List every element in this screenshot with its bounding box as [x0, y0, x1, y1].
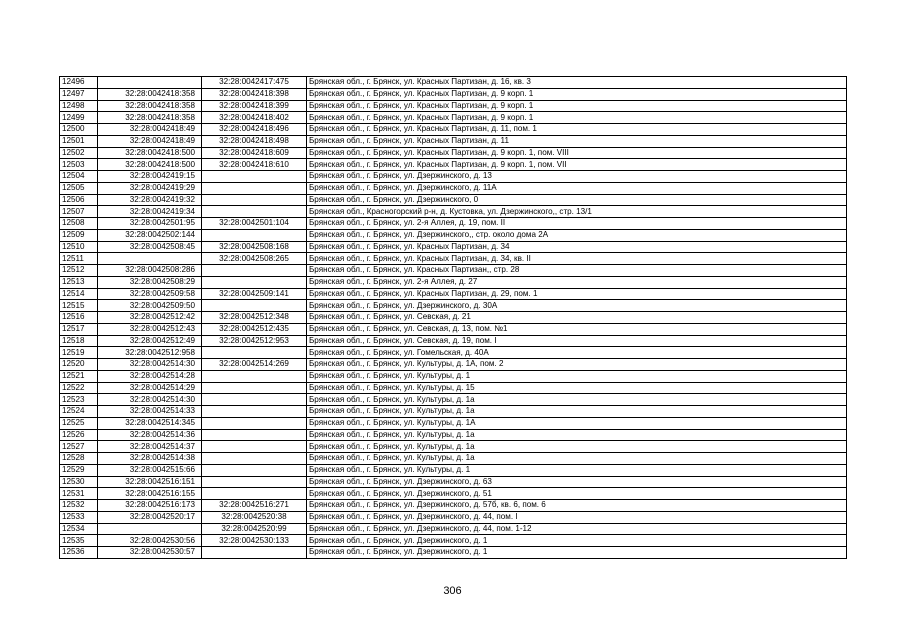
row-number-cell: 12501 — [60, 135, 98, 147]
address-cell: Брянская обл., г. Брянск, ул. Культуры, д. 1а — [307, 429, 847, 441]
row-number-cell: 12508 — [60, 218, 98, 230]
row-number-cell: 12517 — [60, 323, 98, 335]
row-number-cell: 12498 — [60, 100, 98, 112]
table-row — [60, 182, 847, 194]
land-cadastral-number-cell: 32:28:0042520:17 — [98, 511, 202, 523]
building-cadastral-number-cell — [202, 182, 307, 194]
table-row — [60, 441, 847, 453]
row-number-cell: 12510 — [60, 241, 98, 253]
land-cadastral-number-cell: 32:28:0042516:151 — [98, 476, 202, 488]
address-cell: Брянская обл., г. Брянск, ул. Красных Партизан, д. 29, пом. 1 — [307, 288, 847, 300]
building-cadastral-number-cell: 32:28:0042418:498 — [202, 135, 307, 147]
address-cell: Брянская обл., г. Брянск, ул. Красных Партизан, д. 16, кв. 3 — [307, 77, 847, 89]
land-cadastral-number-cell: 32:28:0042501:95 — [98, 218, 202, 230]
building-cadastral-number-cell — [202, 476, 307, 488]
land-cadastral-number-cell: 32:28:0042512:42 — [98, 312, 202, 324]
building-cadastral-number-cell — [202, 206, 307, 218]
address-cell: Брянская обл., г. Брянск, ул. Культуры, д. 1 — [307, 464, 847, 476]
land-cadastral-number-cell: 32:28:0042419:34 — [98, 206, 202, 218]
table-row — [60, 406, 847, 418]
land-cadastral-number-cell: 32:28:0042508:29 — [98, 276, 202, 288]
land-cadastral-number-cell: 32:28:0042514:37 — [98, 441, 202, 453]
land-cadastral-number-cell: 32:28:0042419:29 — [98, 182, 202, 194]
land-cadastral-number-cell: 32:28:0042418:49 — [98, 135, 202, 147]
address-cell: Брянская обл., г. Брянск, ул. Красных Партизан, д. 11 — [307, 135, 847, 147]
table-row — [60, 382, 847, 394]
land-cadastral-number-cell: 32:28:0042418:358 — [98, 88, 202, 100]
row-number-cell: 12509 — [60, 229, 98, 241]
address-cell: Брянская обл., г. Брянск, ул. Севская, д. 21 — [307, 312, 847, 324]
address-cell: Брянская обл., г. Брянск, ул. Дзержинского, 0 — [307, 194, 847, 206]
building-cadastral-number-cell: 32:28:0042418:610 — [202, 159, 307, 171]
table-row — [60, 218, 847, 230]
address-cell: Брянская обл., г. Брянск, ул. Красных Партизан, д. 9 корп. 1, пом. VII — [307, 159, 847, 171]
row-number-cell: 12535 — [60, 535, 98, 547]
address-cell: Брянская обл., г. Брянск, ул. Дзержинского, д. 51 — [307, 488, 847, 500]
row-number-cell: 12500 — [60, 124, 98, 136]
building-cadastral-number-cell: 32:28:0042508:265 — [202, 253, 307, 265]
address-cell: Брянская обл., г. Брянск, ул. Культуры, д. 15 — [307, 382, 847, 394]
row-number-cell: 12531 — [60, 488, 98, 500]
row-number-cell: 12525 — [60, 417, 98, 429]
table-row — [60, 312, 847, 324]
table-row — [60, 464, 847, 476]
table-row — [60, 476, 847, 488]
address-cell: Брянская обл., г. Брянск, ул. Дзержинского, д. 44, пом. 1-12 — [307, 523, 847, 535]
land-cadastral-number-cell: 32:28:0042512:49 — [98, 335, 202, 347]
building-cadastral-number-cell: 32:28:0042418:609 — [202, 147, 307, 159]
row-number-cell: 12497 — [60, 88, 98, 100]
building-cadastral-number-cell: 32:28:0042418:399 — [202, 100, 307, 112]
row-number-cell: 12524 — [60, 406, 98, 418]
address-cell: Брянская обл., г. Брянск, ул. Культуры, д. 1а — [307, 441, 847, 453]
land-cadastral-number-cell — [98, 77, 202, 89]
table-row — [60, 511, 847, 523]
row-number-cell: 12521 — [60, 370, 98, 382]
address-cell: Брянская обл., г. Брянск, ул. Дзержинского, д. 57б, кв. 6, пом. 6 — [307, 500, 847, 512]
table-row — [60, 147, 847, 159]
row-number-cell: 12506 — [60, 194, 98, 206]
land-cadastral-number-cell: 32:28:0042530:56 — [98, 535, 202, 547]
address-cell: Брянская обл., г. Брянск, ул. Дзержинского,, стр. около дома 2А — [307, 229, 847, 241]
address-cell: Брянская обл., г. Брянск, ул. Дзержинского, д. 1 — [307, 547, 847, 559]
land-cadastral-number-cell — [98, 523, 202, 535]
row-number-cell: 12499 — [60, 112, 98, 124]
address-cell: Брянская обл., г. Брянск, ул. Культуры, д. 1а — [307, 406, 847, 418]
land-cadastral-number-cell: 32:28:0042508:45 — [98, 241, 202, 253]
row-number-cell: 12514 — [60, 288, 98, 300]
land-cadastral-number-cell: 32:28:0042419:32 — [98, 194, 202, 206]
address-cell: Брянская обл., Красногорский р-н, д. Кустовка, ул. Дзержинского,, стр. 13/1 — [307, 206, 847, 218]
address-cell: Брянская обл., г. Брянск, ул. Дзержинского, д. 11А — [307, 182, 847, 194]
table-row — [60, 112, 847, 124]
address-cell: Брянская обл., г. Брянск, ул. Дзержинского, д. 63 — [307, 476, 847, 488]
address-cell: Брянская обл., г. Брянск, ул. Севская, д. 13, пом. №1 — [307, 323, 847, 335]
row-number-cell: 12530 — [60, 476, 98, 488]
row-number-cell: 12516 — [60, 312, 98, 324]
table-row — [60, 100, 847, 112]
land-cadastral-number-cell: 32:28:0042509:58 — [98, 288, 202, 300]
land-cadastral-number-cell: 32:28:0042516:173 — [98, 500, 202, 512]
land-cadastral-number-cell: 32:28:0042418:358 — [98, 112, 202, 124]
building-cadastral-number-cell: 32:28:0042512:348 — [202, 312, 307, 324]
address-cell: Брянская обл., г. Брянск, ул. Гомельская, д. 40А — [307, 347, 847, 359]
land-cadastral-number-cell: 32:28:0042418:358 — [98, 100, 202, 112]
address-cell: Брянская обл., г. Брянск, ул. Красных Партизан, д. 9 корп. 1 — [307, 112, 847, 124]
table-row — [60, 500, 847, 512]
table-row — [60, 288, 847, 300]
building-cadastral-number-cell: 32:28:0042512:435 — [202, 323, 307, 335]
table-row — [60, 359, 847, 371]
row-number-cell: 12515 — [60, 300, 98, 312]
land-cadastral-number-cell: 32:28:0042418:500 — [98, 147, 202, 159]
building-cadastral-number-cell: 32:28:0042530:133 — [202, 535, 307, 547]
land-cadastral-number-cell: 32:28:0042514:30 — [98, 394, 202, 406]
address-cell: Брянская обл., г. Брянск, ул. Красных Партизан, д. 11, пом. 1 — [307, 124, 847, 136]
row-number-cell: 12522 — [60, 382, 98, 394]
table-row — [60, 523, 847, 535]
building-cadastral-number-cell — [202, 547, 307, 559]
table-row — [60, 429, 847, 441]
building-cadastral-number-cell — [202, 406, 307, 418]
row-number-cell: 12527 — [60, 441, 98, 453]
address-cell: Брянская обл., г. Брянск, ул. Красных Партизан, д. 9 корп. 1, пом. VIII — [307, 147, 847, 159]
building-cadastral-number-cell — [202, 441, 307, 453]
table-row — [60, 394, 847, 406]
row-number-cell: 12505 — [60, 182, 98, 194]
land-cadastral-number-cell: 32:28:0042418:49 — [98, 124, 202, 136]
table-row — [60, 265, 847, 277]
address-cell: Брянская обл., г. Брянск, ул. Культуры, д. 1 — [307, 370, 847, 382]
land-cadastral-number-cell: 32:28:0042514:38 — [98, 453, 202, 465]
row-number-cell: 12518 — [60, 335, 98, 347]
building-cadastral-number-cell: 32:28:0042418:496 — [202, 124, 307, 136]
row-number-cell: 12519 — [60, 347, 98, 359]
address-cell: Брянская обл., г. Брянск, ул. Красных Партизан, д. 34, кв. II — [307, 253, 847, 265]
table-row — [60, 347, 847, 359]
table-row — [60, 335, 847, 347]
table-row — [60, 88, 847, 100]
table-row — [60, 194, 847, 206]
table-row — [60, 535, 847, 547]
land-cadastral-number-cell: 32:28:0042514:30 — [98, 359, 202, 371]
building-cadastral-number-cell: 32:28:0042520:99 — [202, 523, 307, 535]
address-cell: Брянская обл., г. Брянск, ул. 2-я Аллея, д. 19, пом. II — [307, 218, 847, 230]
building-cadastral-number-cell: 32:28:0042509:141 — [202, 288, 307, 300]
table-row — [60, 241, 847, 253]
address-cell: Брянская обл., г. Брянск, ул. Культуры, д. 1А, пом. 2 — [307, 359, 847, 371]
address-cell: Брянская обл., г. Брянск, ул. Севская, д. 19, пом. I — [307, 335, 847, 347]
land-cadastral-number-cell: 32:28:0042419:15 — [98, 171, 202, 183]
table-row — [60, 253, 847, 265]
building-cadastral-number-cell: 32:28:0042418:398 — [202, 88, 307, 100]
table-row — [60, 77, 847, 89]
address-cell: Брянская обл., г. Брянск, ул. Культуры, д. 1а — [307, 394, 847, 406]
row-number-cell: 12512 — [60, 265, 98, 277]
row-number-cell: 12536 — [60, 547, 98, 559]
land-cadastral-number-cell: 32:28:0042509:50 — [98, 300, 202, 312]
building-cadastral-number-cell — [202, 276, 307, 288]
row-number-cell: 12529 — [60, 464, 98, 476]
register-table-body — [60, 77, 847, 559]
building-cadastral-number-cell: 32:28:0042417:475 — [202, 77, 307, 89]
row-number-cell: 12534 — [60, 523, 98, 535]
row-number-cell: 12523 — [60, 394, 98, 406]
building-cadastral-number-cell: 32:28:0042501:104 — [202, 218, 307, 230]
building-cadastral-number-cell — [202, 194, 307, 206]
building-cadastral-number-cell — [202, 229, 307, 241]
row-number-cell: 12532 — [60, 500, 98, 512]
land-cadastral-number-cell: 32:28:0042514:28 — [98, 370, 202, 382]
building-cadastral-number-cell — [202, 394, 307, 406]
row-number-cell: 12507 — [60, 206, 98, 218]
page-number: 306 — [443, 585, 462, 597]
land-cadastral-number-cell: 32:28:0042514:29 — [98, 382, 202, 394]
building-cadastral-number-cell: 32:28:0042512:953 — [202, 335, 307, 347]
building-cadastral-number-cell — [202, 453, 307, 465]
land-cadastral-number-cell: 32:28:0042516:155 — [98, 488, 202, 500]
row-number-cell: 12496 — [60, 77, 98, 89]
table-row — [60, 229, 847, 241]
row-number-cell: 12526 — [60, 429, 98, 441]
register-table — [59, 76, 847, 559]
address-cell: Брянская обл., г. Брянск, ул. Культуры, д. 1а — [307, 453, 847, 465]
address-cell: Брянская обл., г. Брянск, ул. Красных Партизан, д. 34 — [307, 241, 847, 253]
table-row — [60, 300, 847, 312]
table-row — [60, 417, 847, 429]
register-table-container — [59, 76, 846, 559]
building-cadastral-number-cell — [202, 488, 307, 500]
row-number-cell: 12504 — [60, 171, 98, 183]
table-row — [60, 488, 847, 500]
table-row — [60, 135, 847, 147]
table-row — [60, 453, 847, 465]
row-number-cell: 12502 — [60, 147, 98, 159]
table-row — [60, 370, 847, 382]
land-cadastral-number-cell: 32:28:0042512:958 — [98, 347, 202, 359]
table-row — [60, 323, 847, 335]
land-cadastral-number-cell: 32:28:0042502:144 — [98, 229, 202, 241]
address-cell: Брянская обл., г. Брянск, ул. Культуры, д. 1А — [307, 417, 847, 429]
table-row — [60, 276, 847, 288]
building-cadastral-number-cell: 32:28:0042508:168 — [202, 241, 307, 253]
row-number-cell: 12511 — [60, 253, 98, 265]
row-number-cell: 12520 — [60, 359, 98, 371]
address-cell: Брянская обл., г. Брянск, ул. Красных Партизан, д. 9 корп. 1 — [307, 100, 847, 112]
land-cadastral-number-cell: 32:28:0042515:66 — [98, 464, 202, 476]
address-cell: Брянская обл., г. Брянск, ул. Красных Партизан, д. 9 корп. 1 — [307, 88, 847, 100]
address-cell: Брянская обл., г. Брянск, ул. Дзержинского, д. 13 — [307, 171, 847, 183]
building-cadastral-number-cell — [202, 429, 307, 441]
land-cadastral-number-cell: 32:28:0042530:57 — [98, 547, 202, 559]
building-cadastral-number-cell — [202, 382, 307, 394]
building-cadastral-number-cell — [202, 300, 307, 312]
row-number-cell: 12528 — [60, 453, 98, 465]
address-cell: Брянская обл., г. Брянск, ул. Дзержинского, д. 30А — [307, 300, 847, 312]
table-row — [60, 547, 847, 559]
building-cadastral-number-cell — [202, 171, 307, 183]
land-cadastral-number-cell: 32:28:0042514:345 — [98, 417, 202, 429]
land-cadastral-number-cell: 32:28:0042514:36 — [98, 429, 202, 441]
land-cadastral-number-cell: 32:28:0042508:286 — [98, 265, 202, 277]
building-cadastral-number-cell — [202, 464, 307, 476]
land-cadastral-number-cell: 32:28:0042512:43 — [98, 323, 202, 335]
address-cell: Брянская обл., г. Брянск, ул. Дзержинского, д. 1 — [307, 535, 847, 547]
table-row — [60, 124, 847, 136]
land-cadastral-number-cell: 32:28:0042418:500 — [98, 159, 202, 171]
row-number-cell: 12533 — [60, 511, 98, 523]
address-cell: Брянская обл., г. Брянск, ул. Красных Партизан,, стр. 28 — [307, 265, 847, 277]
building-cadastral-number-cell: 32:28:0042418:402 — [202, 112, 307, 124]
table-row — [60, 206, 847, 218]
row-number-cell: 12503 — [60, 159, 98, 171]
building-cadastral-number-cell — [202, 347, 307, 359]
building-cadastral-number-cell: 32:28:0042516:271 — [202, 500, 307, 512]
address-cell: Брянская обл., г. Брянск, ул. Дзержинского, д. 44, пом. I — [307, 511, 847, 523]
table-row — [60, 159, 847, 171]
building-cadastral-number-cell: 32:28:0042514:269 — [202, 359, 307, 371]
table-row — [60, 171, 847, 183]
address-cell: Брянская обл., г. Брянск, ул. 2-я Аллея, д. 27 — [307, 276, 847, 288]
land-cadastral-number-cell: 32:28:0042514:33 — [98, 406, 202, 418]
building-cadastral-number-cell: 32:28:0042520:38 — [202, 511, 307, 523]
building-cadastral-number-cell — [202, 265, 307, 277]
land-cadastral-number-cell — [98, 253, 202, 265]
building-cadastral-number-cell — [202, 370, 307, 382]
row-number-cell: 12513 — [60, 276, 98, 288]
building-cadastral-number-cell — [202, 417, 307, 429]
